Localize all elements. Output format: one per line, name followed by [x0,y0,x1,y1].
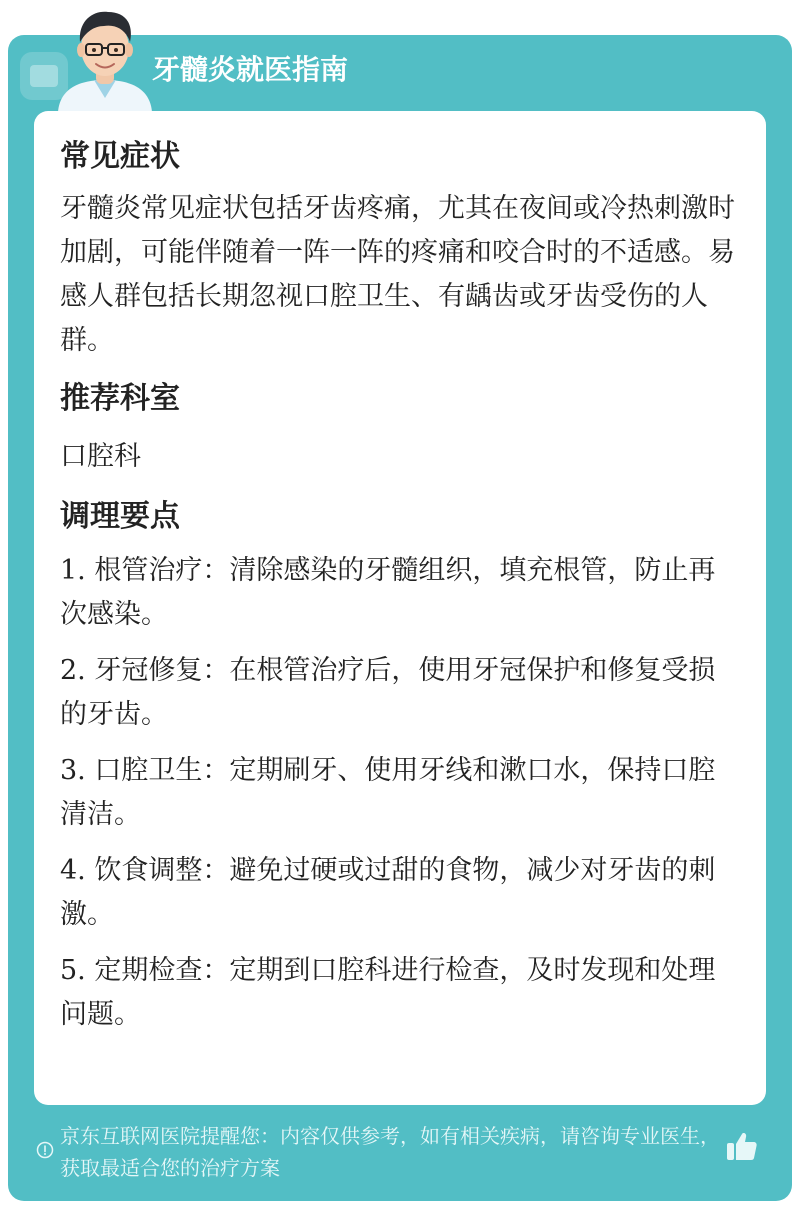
list-item [60,949,740,1037]
list-item [60,749,740,837]
list-item-number: 4. [60,855,86,886]
disclaimer-text: 京东互联网医院提醒您：内容仅供参考，如有相关疾病，请咨询专业医生，获取最适合您的治疗方案 [60,1124,720,1180]
content-panel [34,111,766,1105]
list-item-text: 牙冠修复：在根管治疗后，使用牙冠保护和修复受损的牙齿。 [60,655,716,730]
doctor-avatar-icon [50,6,160,112]
list-item-number: 2. [60,655,86,686]
list-item [60,849,740,937]
section-heading: 调理要点 [60,499,180,534]
list-item-text: 根管治疗：清除感染的牙髓组织，填充根管，防止再次感染。 [60,555,716,630]
list-item [60,649,740,737]
section-body: 口腔科 [60,441,141,472]
list-item-text: 定期检查：定期到口腔科进行检查，及时发现和处理问题。 [60,955,716,1030]
section-symptoms [60,133,740,363]
section-care-points [60,493,740,1037]
thumbs-up-icon[interactable] [724,1128,760,1164]
list-item-text: 口腔卫生：定期刷牙、使用牙线和漱口水，保持口腔清洁。 [60,755,716,830]
section-body: 牙髓炎常见症状包括牙齿疼痛，尤其在夜间或冷热刺激时加剧，可能伴随着一阵一阵的疼痛和咬合时的不适感。易感人群包括长期忽视口腔卫生、有龋齿或牙齿受伤的人群。 [60,193,735,356]
section-department [60,375,740,479]
list-item [60,549,740,637]
list-item-number: 3. [60,755,86,786]
list-item-number: 5. [60,955,86,986]
section-heading: 常见症状 [60,139,180,174]
section-heading: 推荐科室 [60,381,180,416]
list-item-number: 1. [60,555,86,586]
list-item-text: 饮食调整：避免过硬或过甜的食物，减少对牙齿的刺激。 [60,855,716,930]
page-title: 牙髓炎就医指南 [152,53,349,86]
info-icon [36,1141,54,1159]
